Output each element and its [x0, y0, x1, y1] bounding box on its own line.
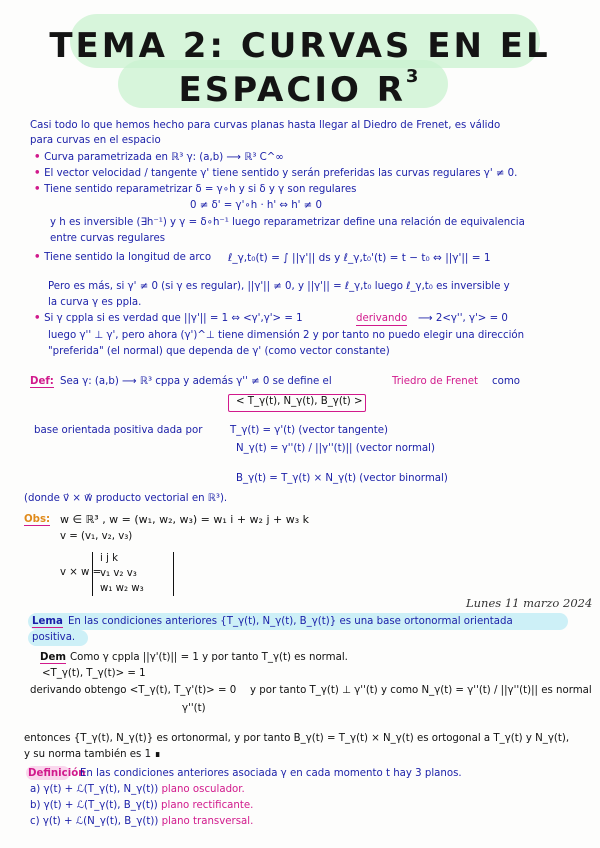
text-line: entre curvas regulares — [50, 233, 166, 244]
def-como: como — [492, 376, 520, 387]
plane-item — [30, 816, 253, 828]
plane-formula: b) γ(t) + ℒ(T_γ(t), B_γ(t)) — [30, 800, 158, 811]
text-line: 0 ≠ δ' = γ'∘h · h' ⇔ h' ≠ 0 — [190, 200, 322, 211]
plane-name: plano transversal. — [161, 816, 254, 827]
obs-line: v = (v₁, v₂, v₃) — [60, 531, 133, 542]
title-line-2 — [0, 66, 600, 110]
text-line: para curvas en el espacio — [30, 135, 161, 146]
bullet-item — [34, 152, 284, 164]
definition-text: En las condiciones anteriores asociada γ en cada momento t hay 3 planos. — [80, 768, 462, 779]
plane-name: plano osculador. — [161, 784, 245, 795]
derivando-label: derivando — [356, 313, 408, 324]
frenet-triple: < T_γ(t), N_γ(t), B_γ(t) > — [236, 396, 363, 407]
bullet-icon: • — [34, 313, 45, 324]
text-line: "preferida" (el normal) que dependa de γ' (como vector constante) — [48, 346, 390, 357]
bullet-text: Tiene sentido reparametrizar δ = γ∘h y si δ y γ son regulares — [44, 184, 357, 195]
text-line: la curva γ es ppla. — [48, 297, 142, 308]
dem-line: derivando obtengo <T_γ(t), T_γ'(t)> = 0 — [30, 685, 237, 696]
dem-label-text: Dem — [40, 652, 66, 663]
text-line: Pero es más, si γ' ≠ 0 (si γ es regular), ||γ'|| ≠ 0, y ||γ'|| = ℓ_γ,t₀ luego ℓ_γ,t₀ es inversible y — [48, 281, 510, 292]
bullet-item — [34, 168, 517, 180]
lema-text: positiva. — [32, 632, 76, 643]
dem-line: y por tanto T_γ(t) ⊥ γ''(t) y como N_γ(t) = γ''(t) / ||γ''(t)|| es normal — [250, 685, 592, 696]
lema-text: En las condiciones anteriores {T_γ(t), N_γ(t), B_γ(t)} es una base ortonormal orientada — [68, 616, 513, 627]
plane-formula: a) γ(t) + ℒ(T_γ(t), N_γ(t)) — [30, 784, 159, 795]
title-line-1: TEMA 2: CURVAS EN EL — [49, 26, 551, 66]
binormal-def: B_γ(t) = T_γ(t) × N_γ(t) (vector binormal) — [236, 473, 448, 484]
bullet-icon: • — [34, 184, 45, 195]
plane-name: plano rectificante. — [161, 800, 254, 811]
def-term: Triedro de Frenet — [392, 376, 478, 387]
bullet-text: Tiene sentido la longitud de arco — [44, 252, 212, 263]
cross-product-label: v × w = — [60, 567, 102, 578]
bullet-text: Curva parametrizada en ℝ³ γ: (a,b) ⟶ ℝ³ C^∞ — [44, 152, 284, 163]
lema-label — [32, 616, 63, 628]
dem-line: γ''(t) — [182, 703, 206, 714]
text-line: ⟶ 2<γ'', γ'> = 0 — [418, 313, 508, 324]
plane-formula: c) γ(t) + ℒ(N_γ(t), B_γ(t)) — [30, 816, 159, 827]
bullet-item — [34, 184, 356, 196]
text-line: Casi todo lo que hemos hecho para curvas planas hasta llegar al Diedro de Frenet, es válido — [30, 120, 501, 131]
definition-label: Definición — [28, 768, 86, 779]
lema-label-text: Lema — [32, 616, 63, 627]
plane-item — [30, 784, 245, 796]
tangent-def: T_γ(t) = γ'(t) (vector tangente) — [230, 425, 388, 436]
obs-label — [24, 514, 50, 526]
bullet-text: El vector velocidad / tangente γ' tiene sentido y serán preferidas las curvas regulares γ' ≠ 0. — [44, 168, 518, 179]
bullet-icon: • — [34, 168, 45, 179]
bullet-item — [34, 313, 303, 325]
bullet-item — [34, 252, 211, 264]
def-label — [30, 376, 54, 388]
dem-line: Como γ cppla ||γ'(t)|| = 1 y por tanto T_γ(t) es normal. — [70, 652, 348, 663]
dem-line: <T_γ(t), T_γ(t)> = 1 — [42, 668, 146, 679]
text-line: entonces {T_γ(t), N_γ(t)} es ortonormal, y por tanto B_γ(t) = T_γ(t) × N_γ(t) es ortogonal a T_γ(t) y N_γ(t), — [24, 733, 570, 744]
text-line: base orientada positiva dada por — [34, 425, 203, 436]
bullet-icon: • — [34, 252, 45, 263]
bullet-text: Si γ cppla si es verdad que ||γ'|| = 1 ⇔ <γ',γ'> = 1 — [44, 313, 303, 324]
plane-item — [30, 800, 253, 812]
dem-label — [40, 652, 66, 664]
title-line-2-text: ESPACIO R — [178, 70, 406, 110]
text-line: y su norma también es 1 ∎ — [24, 749, 161, 760]
text-line: y h es inversible (∃h⁻¹) y γ = δ∘h⁻¹ luego reparametrizar define una relación de equivalencia — [50, 217, 525, 228]
text-line: (donde v⃗ × w⃗ producto vectorial en ℝ³). — [24, 493, 228, 504]
def-text: Sea γ: (a,b) ⟶ ℝ³ cppa y además γ'' ≠ 0 se define el — [60, 376, 332, 387]
matrix-row: v₁ v₂ v₃ — [100, 568, 137, 579]
def-label-text: Def: — [30, 376, 54, 387]
date-label: Lunes 11 marzo 2024 — [466, 596, 593, 610]
normal-def: N_γ(t) = γ''(t) / ||γ''(t)|| (vector normal) — [236, 443, 435, 454]
matrix-row: w₁ w₂ w₃ — [100, 583, 144, 594]
title-superscript: 3 — [405, 66, 422, 87]
obs-line: w ∈ ℝ³ , w = (w₁, w₂, w₃) = w₁ i + w₂ j + w₃ k — [60, 513, 309, 526]
arc-length-formula: ℓ_γ,t₀(t) = ∫ ||γ'|| ds y ℓ_γ,t₀'(t) = t − t₀ ⇔ ||γ'|| = 1 — [228, 252, 491, 264]
obs-label-text: Obs: — [24, 514, 51, 525]
matrix-row: i j k — [100, 553, 119, 564]
bullet-icon: • — [34, 152, 45, 163]
text-line: luego γ'' ⊥ γ', pero ahora (γ')^⊥ tiene dimensión 2 y por tanto no puedo elegir una dirección — [48, 330, 525, 341]
